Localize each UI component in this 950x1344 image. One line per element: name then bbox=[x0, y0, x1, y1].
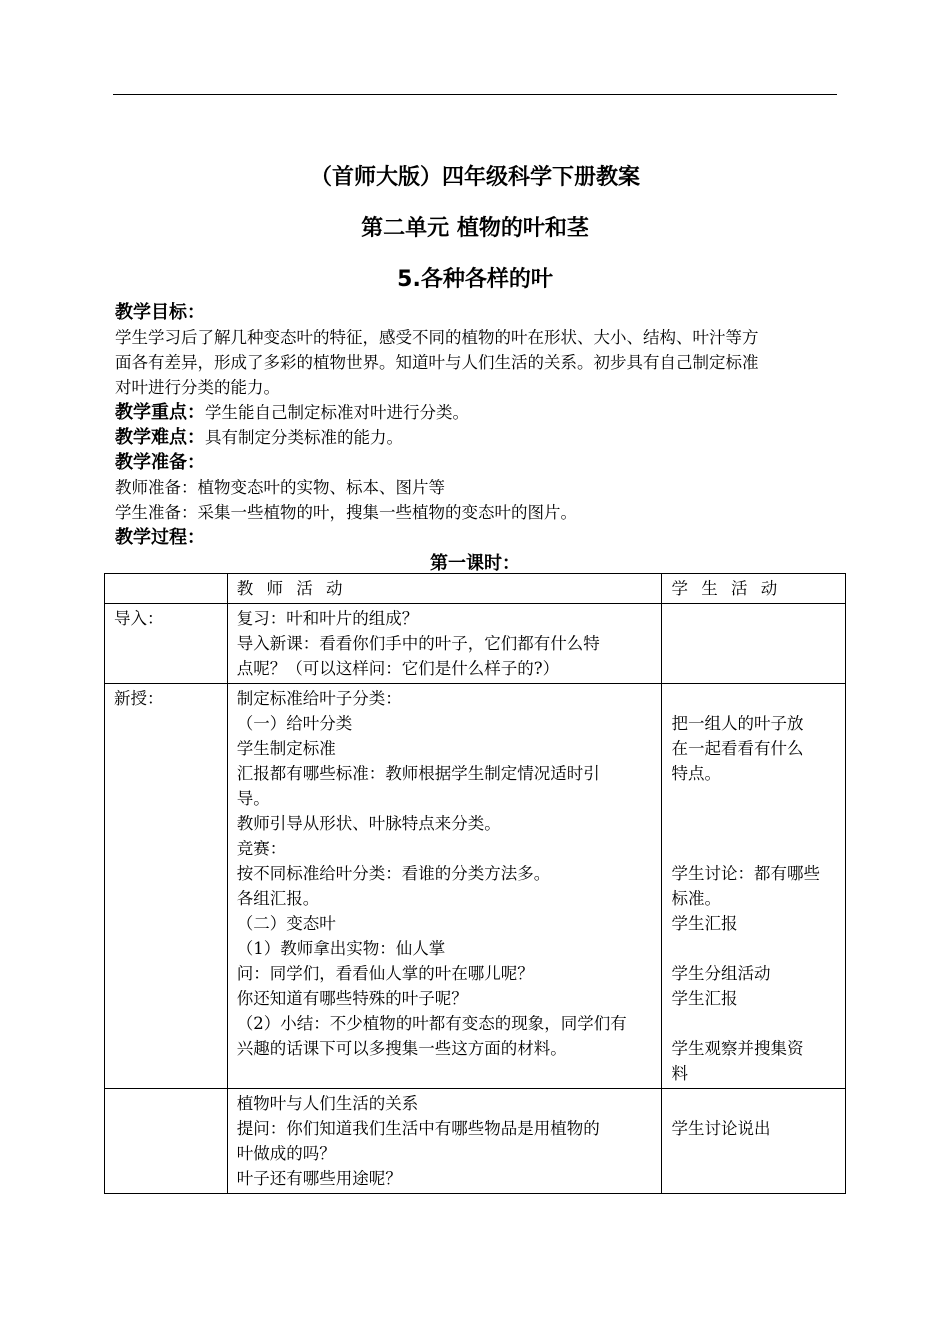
teacher-activity-cell bbox=[227, 684, 662, 1089]
cell-line: 按不同标准给叶分类：看谁的分类方法多。 bbox=[236, 864, 551, 883]
cell-line: 竞赛： bbox=[236, 839, 287, 858]
difficulty-heading: 教学难点： bbox=[115, 427, 205, 448]
cell-line: 你还知道有哪些特殊的叶子呢？ bbox=[236, 989, 468, 1008]
student-preparation: 学生准备：采集一些植物的叶，搜集一些植物的变态叶的图片。 bbox=[115, 503, 577, 522]
teacher-activity-cell bbox=[227, 604, 662, 684]
cell-line: 学生制定标准 bbox=[236, 739, 336, 758]
cell-line: 学生汇报 bbox=[671, 914, 738, 933]
cell-line: 制定标准给叶子分类： bbox=[236, 689, 402, 708]
key-point-text: 学生能自己制定标准对叶进行分类。 bbox=[205, 403, 469, 422]
student-activity-header: 学 生 活 动 bbox=[662, 574, 846, 604]
table-row bbox=[105, 1089, 846, 1194]
teacher-activity-header: 教 师 活 动 bbox=[227, 574, 662, 604]
cell-line: （1）教师拿出实物：仙人掌 bbox=[236, 939, 446, 958]
cell-line: 问：同学们，看看仙人掌的叶在哪儿呢？ bbox=[236, 964, 534, 983]
cell-line: 复习：叶和叶片的组成？ bbox=[236, 609, 419, 628]
cell-line: 在一起看看有什么 bbox=[671, 739, 804, 758]
lesson-body bbox=[115, 300, 837, 550]
row-label: 导入： bbox=[105, 604, 228, 684]
cell-line: 把一组人的叶子放 bbox=[671, 714, 804, 733]
table-header-row bbox=[105, 574, 846, 604]
cell-line: 植物叶与人们生活的关系 bbox=[236, 1094, 419, 1113]
cell-line: 点呢？（可以这样问：它们是什么样子的?） bbox=[236, 659, 560, 678]
cell-line: 学生讨论：都有哪些 bbox=[671, 864, 820, 883]
cell-line: 叶做成的吗？ bbox=[236, 1144, 336, 1163]
cell-line: 特点。 bbox=[671, 764, 721, 783]
cell-line: 提问：你们知道我们生活中有哪些物品是用植物的 bbox=[236, 1119, 600, 1138]
row-label: 新授： bbox=[105, 684, 228, 1089]
lesson-plan-table bbox=[104, 573, 846, 1194]
objectives-line: 学生学习后了解几种变态叶的特征，感受不同的植物的叶在形状、大小、结构、叶汁等方 bbox=[115, 328, 759, 347]
table-row bbox=[105, 604, 846, 684]
cell-line: 各组汇报。 bbox=[236, 889, 320, 908]
student-activity-cell bbox=[662, 1089, 846, 1194]
cell-line: 标准。 bbox=[671, 889, 721, 908]
cell-line: 学生分组活动 bbox=[671, 964, 771, 983]
cell-line: （2）小结：不少植物的叶都有变态的现象，同学们有 bbox=[236, 1014, 627, 1033]
difficulty-text: 具有制定分类标准的能力。 bbox=[205, 428, 403, 447]
unit-title: 第二单元 植物的叶和茎 bbox=[361, 216, 589, 241]
cell-line: 学生汇报 bbox=[671, 989, 738, 1008]
header-rule bbox=[113, 94, 837, 95]
row-label bbox=[105, 1089, 228, 1194]
student-activity-cell bbox=[662, 604, 846, 684]
session-title: 第一课时： bbox=[430, 553, 520, 574]
cell-line: 叶子还有哪些用途呢？ bbox=[236, 1169, 402, 1188]
lesson-title: 5.各种各样的叶 bbox=[397, 267, 553, 292]
header-blank-cell bbox=[105, 574, 228, 604]
cell-line: 导入新课：看看你们手中的叶子，它们都有什么特 bbox=[236, 634, 600, 653]
objectives-line: 面各有差异，形成了多彩的植物世界。知道叶与人们生活的关系。初步具有自己制定标准 bbox=[115, 353, 759, 372]
objectives-heading: 教学目标： bbox=[115, 302, 205, 323]
cell-line: 料 bbox=[671, 1064, 688, 1083]
cell-line: 导。 bbox=[236, 789, 270, 808]
cell-line: 学生讨论说出 bbox=[671, 1119, 771, 1138]
cell-line: 教师引导从形状、叶脉特点来分类。 bbox=[236, 814, 501, 833]
preparation-heading: 教学准备： bbox=[115, 452, 205, 473]
cell-line: 兴趣的话课下可以多搜集一些这方面的材料。 bbox=[236, 1039, 567, 1058]
cell-line: 学生观察并搜集资 bbox=[671, 1039, 804, 1058]
document-title: （首师大版）四年级科学下册教案 bbox=[309, 165, 640, 190]
cell-line: （一）给叶分类 bbox=[236, 714, 353, 733]
process-heading: 教学过程： bbox=[115, 527, 205, 548]
teacher-activity-cell bbox=[227, 1089, 662, 1194]
cell-line: 汇报都有哪些标准：教师根据学生制定情况适时引 bbox=[236, 764, 600, 783]
table-row bbox=[105, 684, 846, 1089]
student-activity-cell bbox=[662, 684, 846, 1089]
objectives-line: 对叶进行分类的能力。 bbox=[115, 378, 280, 397]
cell-line: （二）变态叶 bbox=[236, 914, 336, 933]
teacher-preparation: 教师准备：植物变态叶的实物、标本、图片等 bbox=[115, 478, 445, 497]
key-point-heading: 教学重点： bbox=[115, 402, 205, 423]
